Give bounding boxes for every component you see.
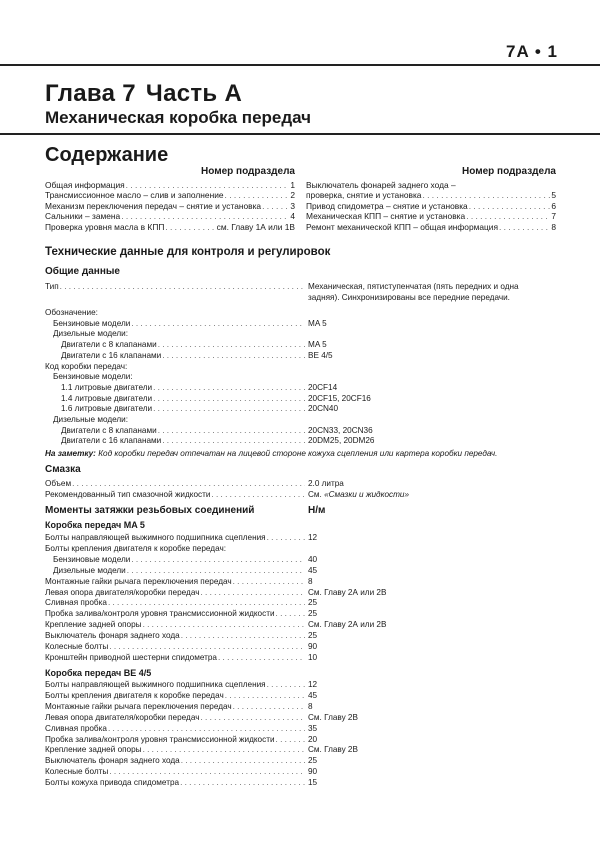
toc-item-number: 7 xyxy=(551,211,556,222)
toc-item-number: см. Главу 1А или 1В xyxy=(216,221,295,232)
toc-left-list xyxy=(45,180,295,232)
toc-item-title: Ремонт механической КПП – общая информация xyxy=(306,221,499,232)
spec-row xyxy=(45,490,305,500)
spec-value-text: 20CN40 xyxy=(308,404,339,414)
spec-leader xyxy=(200,588,305,598)
spec-value xyxy=(308,691,317,701)
spec-row xyxy=(45,362,305,372)
spec-row xyxy=(45,577,305,587)
spec-leader xyxy=(200,713,305,723)
toc-leader xyxy=(422,190,550,200)
spec-label: Двигатели с 16 клапанами xyxy=(61,350,162,360)
spec-value-type-2: задняя). Синхронизированы все передние передачи. xyxy=(308,293,510,302)
spec-label: Крепление задней опоры xyxy=(45,620,142,630)
spec-row xyxy=(45,680,305,690)
spec-value-text: 8 xyxy=(308,576,313,586)
toc-leader xyxy=(121,211,289,221)
spec-value xyxy=(308,745,358,755)
spec-value xyxy=(308,319,327,329)
spec-leader xyxy=(162,436,305,446)
spec-row xyxy=(45,598,305,608)
spec-row xyxy=(45,319,305,329)
spec-value xyxy=(308,479,344,489)
spec-value-text: MA 5 xyxy=(308,318,327,328)
spec-row xyxy=(45,691,305,701)
lube-title: Смазка xyxy=(45,464,81,475)
spec-leader xyxy=(108,724,305,734)
spec-row xyxy=(45,642,305,652)
spec-leader xyxy=(72,479,305,489)
spec-value-prefix: См. xyxy=(308,489,325,499)
toc-item-number: 4 xyxy=(290,211,295,222)
spec-label: Двигатели с 8 клапанами xyxy=(61,425,157,435)
toc-left-column xyxy=(45,166,295,232)
spec-label: Монтажные гайки рычага переключения передач xyxy=(45,576,232,586)
spec-row xyxy=(45,609,305,619)
spec-value-text: 90 xyxy=(308,642,318,651)
toc-leader xyxy=(499,222,550,232)
spec-row xyxy=(45,735,305,745)
toc-item-number: 1 xyxy=(290,180,295,190)
spec-leader xyxy=(267,680,305,690)
spec-value-text: BE 4/5 xyxy=(308,350,333,360)
spec-label: Левая опора двигателя/коробки передач xyxy=(45,712,200,722)
spec-leader xyxy=(158,426,305,436)
spec-value xyxy=(308,724,317,734)
note xyxy=(45,449,497,458)
spec-leader xyxy=(181,631,305,641)
spec-value xyxy=(308,383,337,393)
toc-item-title: Механическая КПП – снятие и установка xyxy=(306,211,466,222)
spec-row xyxy=(45,426,305,436)
spec-leader xyxy=(218,653,305,663)
spec-label: Дизельные модели xyxy=(53,565,126,575)
spec-value-text: 25 xyxy=(308,609,318,619)
toc-item xyxy=(306,201,556,211)
toc-item-title: Сальники – замена xyxy=(45,211,121,222)
spec-value-text: 12 xyxy=(308,680,318,689)
spec-value xyxy=(308,588,386,598)
spec-label: Дизельные модели: xyxy=(53,415,129,424)
spec-row xyxy=(45,340,305,350)
toc-item-title: Общая информация xyxy=(45,180,125,190)
toc-leader xyxy=(126,180,290,190)
spec-label: Сливная пробка xyxy=(45,723,107,733)
toc-item xyxy=(306,222,556,232)
spec-row xyxy=(45,394,305,404)
toc-item xyxy=(45,201,295,211)
spec-value xyxy=(308,778,317,788)
tech-data-title: Технические данные для контроля и регулировок xyxy=(45,246,331,258)
part-label: Часть А xyxy=(145,80,243,107)
spec-value-text: «Смазки и жидкости» xyxy=(324,489,410,499)
spec-leader xyxy=(153,383,305,393)
top-rule xyxy=(0,64,600,66)
spec-label: Объем xyxy=(45,479,72,488)
spec-row xyxy=(45,588,305,598)
ma5-title: Коробка передач MA 5 xyxy=(45,520,145,530)
spec-label: Кронштейн приводной шестерни спидометра xyxy=(45,652,217,662)
spec-value-text: MA 5 xyxy=(308,340,327,350)
spec-label: Крепление задней опоры xyxy=(45,745,142,755)
spec-label: Левая опора двигателя/коробки передач xyxy=(45,587,200,597)
spec-value-text: 12 xyxy=(308,533,318,542)
spec-row xyxy=(45,778,305,788)
chapter-subtitle: Механическая коробка передач xyxy=(45,108,312,127)
spec-row xyxy=(45,351,305,361)
spec-label: 1.1 литровые двигатели xyxy=(61,382,153,392)
spec-label: Бензиновые модели: xyxy=(53,372,133,382)
spec-row xyxy=(45,756,305,766)
spec-label: Пробка залива/контроля уровня трансмиссионной жидкости xyxy=(45,609,275,619)
spec-label: Болты кожуха привода спидометра xyxy=(45,778,180,788)
spec-label: Бензиновые модели xyxy=(53,318,131,328)
spec-value xyxy=(308,653,317,663)
spec-label: 1.4 литровые двигатели xyxy=(61,393,153,403)
spec-value xyxy=(308,577,313,587)
note-text: Код коробки передач отпечатан на лицевой стороне кожуха сцепления или картера коробки передач. xyxy=(98,449,498,458)
toc-item xyxy=(306,211,556,221)
spec-value-text: См. Главу 2В xyxy=(308,745,358,755)
title-rule xyxy=(0,133,600,135)
spec-label: Код коробки передач: xyxy=(45,361,128,371)
spec-row xyxy=(45,745,305,755)
spec-leader xyxy=(276,609,305,619)
spec-value xyxy=(308,620,386,630)
spec-value-text: 20CF15, 20CF16 xyxy=(308,393,371,403)
spec-label: Дизельные модели: xyxy=(53,329,129,339)
spec-label: Сливная пробка xyxy=(45,598,107,608)
spec-leader xyxy=(143,745,305,755)
spec-row xyxy=(45,404,305,414)
spec-leader xyxy=(267,533,305,543)
spec-leader xyxy=(153,404,305,414)
toc-right-header: Номер подраздела xyxy=(462,166,556,177)
spec-leader xyxy=(109,767,305,777)
spec-value xyxy=(308,609,317,619)
spec-leader xyxy=(211,490,305,500)
general-data-title: Общие данные xyxy=(45,266,120,277)
toc-item xyxy=(45,211,295,221)
spec-row xyxy=(45,436,305,446)
spec-value xyxy=(308,340,327,350)
toc-item-title: проверка, снятие и установка xyxy=(306,190,422,201)
note-label: На заметку: xyxy=(45,449,96,458)
be45-title: Коробка передач BE 4/5 xyxy=(45,668,152,678)
spec-row xyxy=(45,713,305,723)
spec-row xyxy=(45,631,305,641)
toc-item-number: 2 xyxy=(290,190,295,201)
spec-leader xyxy=(143,620,305,630)
spec-value-text: 45 xyxy=(308,565,318,575)
spec-leader xyxy=(276,735,305,745)
spec-value xyxy=(308,490,409,500)
spec-value-text: 20DM25, 20DM26 xyxy=(308,436,375,446)
contents-title: Содержание xyxy=(45,144,169,166)
toc-leader xyxy=(262,201,289,211)
spec-label: Колесные болты xyxy=(45,642,109,651)
chapter-label: Глава 7 xyxy=(45,80,136,107)
spec-leader xyxy=(153,394,305,404)
spec-leader xyxy=(225,691,305,701)
spec-label: Выключатель фонаря заднего хода xyxy=(45,756,180,766)
spec-label: Рекомендованный тип смазочной жидкости xyxy=(45,489,211,499)
spec-leader xyxy=(108,598,305,608)
spec-row xyxy=(45,767,305,777)
toc-item-number: 8 xyxy=(551,221,556,232)
spec-leader xyxy=(162,351,305,361)
spec-leader xyxy=(109,642,305,652)
spec-value xyxy=(308,713,358,723)
spec-row xyxy=(45,544,305,554)
spec-value xyxy=(308,735,317,745)
toc-left-header: Номер подраздела xyxy=(201,166,295,177)
toc-item xyxy=(306,180,556,190)
torque-title: Моменты затяжки резьбовых соединений xyxy=(45,505,255,516)
spec-value-text: 10 xyxy=(308,652,318,662)
spec-row xyxy=(45,566,305,576)
toc-item-number: 5 xyxy=(551,190,556,201)
spec-label: Болты направляющей выжимного подшипника сцепления xyxy=(45,533,266,542)
spec-leader xyxy=(180,778,305,788)
spec-value-text: 35 xyxy=(308,723,318,733)
toc-item xyxy=(45,190,295,200)
spec-value xyxy=(308,767,317,777)
spec-leader xyxy=(131,555,305,565)
toc-item-title: Проверка уровня масла в КПП xyxy=(45,221,165,232)
spec-label: Бензиновые модели xyxy=(53,554,131,564)
spec-value xyxy=(308,702,313,712)
spec-value-text: 2.0 литра xyxy=(308,479,344,488)
toc-leader xyxy=(469,201,551,211)
toc-leader xyxy=(165,222,215,232)
spec-label: 1.6 литровые двигатели xyxy=(61,404,153,414)
spec-value xyxy=(308,436,374,446)
spec-leader xyxy=(181,756,305,766)
page-number: 7A • 1 xyxy=(506,42,558,61)
spec-value xyxy=(308,642,317,652)
spec-label: Колесные болты xyxy=(45,767,109,777)
spec-value xyxy=(308,555,317,565)
spec-value-text: См. Главу 2А или 2В xyxy=(308,620,387,630)
spec-row xyxy=(45,533,305,543)
spec-value-text: 15 xyxy=(308,778,318,788)
toc-item-number: 3 xyxy=(290,200,295,211)
spec-value-text: 25 xyxy=(308,598,318,608)
spec-label: Болты направляющей выжимного подшипника сцепления xyxy=(45,680,266,689)
toc-leader xyxy=(225,190,290,200)
spec-leader xyxy=(127,566,305,576)
spec-leader xyxy=(233,702,305,712)
spec-label: Пробка залива/контроля уровня трансмиссионной жидкости xyxy=(45,734,275,744)
spec-label: Болты крепления двигателя к коробке передач xyxy=(45,690,224,700)
spec-label: Обозначение: xyxy=(45,308,98,317)
spec-value-text: 20CN33, 20CN36 xyxy=(308,425,373,435)
spec-row xyxy=(45,555,305,565)
spec-value xyxy=(308,394,371,404)
spec-label: Болты крепления двигателя к коробке передач: xyxy=(45,543,226,553)
toc-item-title: Выключатель фонарей заднего хода – xyxy=(306,180,456,190)
spec-label: Тип xyxy=(45,282,59,291)
toc-item xyxy=(45,222,295,232)
spec-value xyxy=(308,598,317,608)
toc-item xyxy=(45,180,295,190)
toc-right-column xyxy=(306,166,556,232)
spec-value xyxy=(308,404,338,414)
spec-value-text: 8 xyxy=(308,701,313,711)
spec-row xyxy=(45,372,305,382)
spec-value xyxy=(308,566,317,576)
spec-label: Двигатели с 16 клапанами xyxy=(61,436,162,446)
spec-leader xyxy=(131,319,305,329)
toc-right-list xyxy=(306,180,556,232)
spec-value xyxy=(308,351,333,361)
spec-leader xyxy=(158,340,305,350)
spec-value-text: См. Главу 2А или 2В xyxy=(308,587,387,597)
spec-value xyxy=(308,756,317,766)
spec-value xyxy=(308,631,317,641)
spec-value-text: 40 xyxy=(308,554,318,564)
spec-row xyxy=(45,653,305,663)
spec-value-text: 20 xyxy=(308,734,318,744)
toc-item-title: Привод спидометра – снятие и установка xyxy=(306,200,468,211)
spec-value-text: См. Главу 2В xyxy=(308,712,358,722)
spec-row xyxy=(45,620,305,630)
spec-value xyxy=(308,426,373,436)
spec-leader xyxy=(233,577,305,587)
spec-value-type-1: Механическая, пятиступенчатая (пять передних и одна xyxy=(308,282,519,291)
toc-item-title: Механизм переключения передач – снятие и установка xyxy=(45,200,262,211)
spec-value-text: 25 xyxy=(308,756,318,766)
spec-row xyxy=(45,479,305,489)
spec-value-text: 25 xyxy=(308,631,318,641)
spec-label: Выключатель фонаря заднего хода xyxy=(45,631,180,641)
spec-value xyxy=(308,680,317,690)
toc-leader xyxy=(466,211,550,221)
spec-row xyxy=(45,308,305,318)
chapter-title xyxy=(45,80,242,108)
spec-label: Монтажные гайки рычага переключения передач xyxy=(45,701,232,711)
spec-value xyxy=(308,533,317,543)
toc-item xyxy=(306,190,556,200)
spec-value-text: 90 xyxy=(308,767,318,777)
toc-item-number: 6 xyxy=(551,200,556,211)
spec-row-type xyxy=(45,282,305,292)
spec-row xyxy=(45,329,305,339)
spec-value-text: 20CF14 xyxy=(308,382,338,392)
spec-label: Двигатели с 8 клапанами xyxy=(61,340,157,350)
toc-item-title: Трансмиссионное масло – слив и заполнение xyxy=(45,190,224,201)
spec-row xyxy=(45,724,305,734)
spec-value-text: 45 xyxy=(308,690,318,700)
spec-row xyxy=(45,415,305,425)
torque-unit: Н/м xyxy=(308,505,326,516)
spec-row xyxy=(45,702,305,712)
spec-row xyxy=(45,383,305,393)
